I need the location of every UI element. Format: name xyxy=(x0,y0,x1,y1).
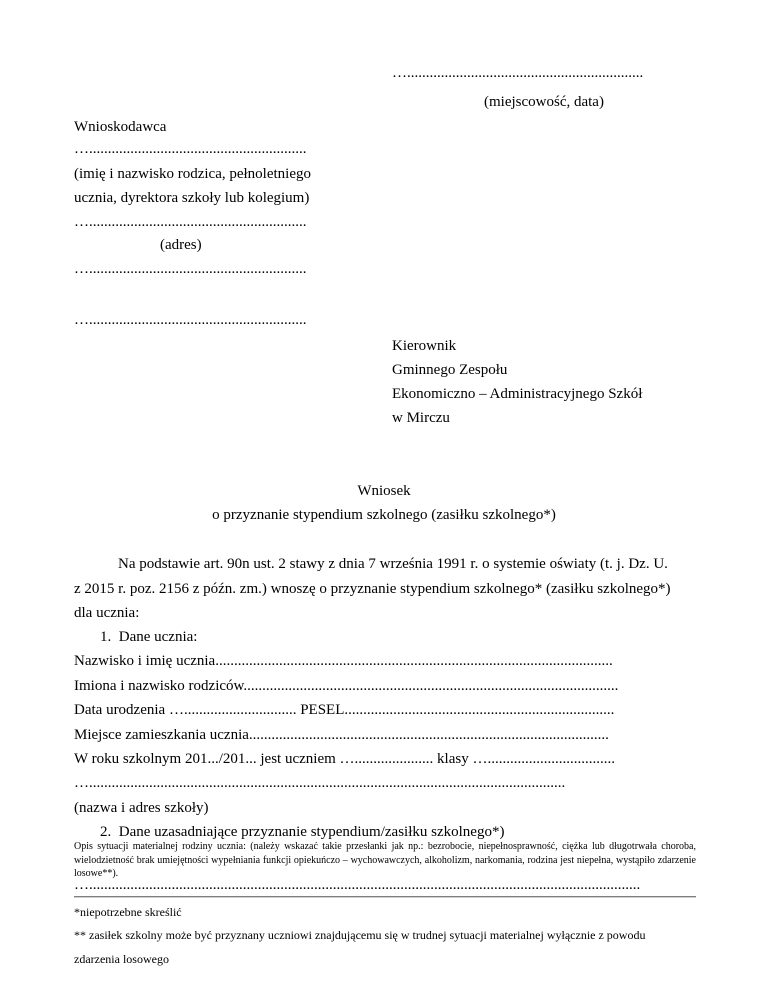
intro-line-3: dla ucznia: xyxy=(74,605,140,621)
recipient-line-3: Ekonomiczno – Administracyjnego Szkół xyxy=(392,386,643,402)
field-label: Imiona i nazwisko rodziców xyxy=(74,678,244,694)
recipient-line-1: Kierownik xyxy=(392,338,457,354)
field-label: Nazwisko i imię ucznia xyxy=(74,653,216,669)
applicant-name-label-1: (imię i nazwisko rodzica, pełnoletniego xyxy=(74,166,312,182)
intro-line-2: z 2015 r. poz. 2156 z późn. zm.) wnoszę o przyznanie stypendium szkolnego* (zasiłku szkolnego*) xyxy=(74,581,671,597)
footnote-2-line-1: ** zasiłek szkolny może być przyznany uczniowi znajdującemu się w trudnej sytuacji materialnej wyłącznie z powodu xyxy=(74,928,646,942)
footnote-1: *niepotrzebne skreślić xyxy=(74,905,182,919)
field-dots-class[interactable]: ….................................. xyxy=(468,751,615,767)
applicant-extra-dots-1[interactable]: ….......................................................... xyxy=(74,261,307,277)
section-2-dots[interactable]: …................................................................................................................................................... xyxy=(74,877,641,893)
school-label: (nazwa i adres szkoły) xyxy=(74,800,209,816)
footnote-2-line-2: zdarzenia losowego xyxy=(74,952,169,966)
applicant-name-dots[interactable]: ….......................................................... xyxy=(74,141,307,157)
recipient-line-4: w Mirczu xyxy=(392,410,450,426)
section-2-heading: 2. Dane uzasadniające przyznanie stypendium/zasiłku szkolnego*) xyxy=(100,824,505,840)
applicant-address-dots[interactable]: ….......................................................... xyxy=(74,214,307,230)
field-dots[interactable]: …..................... xyxy=(335,751,438,767)
field-birth-date-pesel[interactable] xyxy=(74,702,614,719)
field-dots[interactable]: ................................................................................................ xyxy=(248,727,609,743)
footnote-divider xyxy=(74,896,696,898)
field-label: Data urodzenia xyxy=(74,702,166,718)
applicant-extra-dots-2[interactable]: ….......................................................... xyxy=(74,312,307,328)
form-subtitle: o przyznanie stypendium szkolnego (zasiłku szkolnego*) xyxy=(212,507,556,523)
field-dots-pesel[interactable]: ........................................................................ xyxy=(344,702,615,718)
section-1-heading: 1. Dane ucznia: xyxy=(100,629,198,645)
field-school-year-class[interactable] xyxy=(74,751,615,768)
field-label: Miejsce zamieszkania ucznia xyxy=(74,727,249,743)
school-dots[interactable]: …............................................................................................................................... xyxy=(74,775,566,791)
applicant-address-label: (adres) xyxy=(160,237,202,253)
field-parents-names[interactable] xyxy=(74,678,618,695)
field-dots[interactable]: .................................................................................................... xyxy=(243,678,619,694)
form-title: Wniosek xyxy=(357,483,411,499)
field-label: W roku szkolnym 201.../201... jest uczniem xyxy=(74,751,336,767)
field-label-pesel: PESEL xyxy=(300,702,345,718)
field-student-name[interactable] xyxy=(74,653,613,670)
applicant-title: Wnioskodawca xyxy=(74,119,167,135)
field-dots[interactable]: .......................................................................................................... xyxy=(215,653,613,669)
place-date-dots[interactable]: …............................................................... xyxy=(392,65,644,81)
section-2-note: Opis sytuacji materialnej rodziny ucznia: (należy wskazać takie przesłanki jak np.: bezrobocie, niepełnosprawność, ciężka lub długotrwała choroba, wielodzietność brak umiejętności wypełniania funkcji opiekuńczo – wychowawczych, alkoholizm, narkomania, rodzina jest niepełna, wystąpiło zdarzenie losowe**). xyxy=(74,841,696,879)
field-label-class: klasy xyxy=(437,751,469,767)
place-date-label: (miejscowość, data) xyxy=(484,94,604,110)
field-dots[interactable]: ….............................. xyxy=(165,702,301,718)
applicant-name-label-2: ucznia, dyrektora szkoły lub kolegium) xyxy=(74,190,310,206)
field-residence[interactable] xyxy=(74,727,609,744)
recipient-line-2: Gminnego Zespołu xyxy=(392,362,508,378)
intro-line-1: Na podstawie art. 90n ust. 2 stawy z dnia 7 września 1991 r. o systemie oświaty (t. j. Dz. U. xyxy=(118,556,668,572)
